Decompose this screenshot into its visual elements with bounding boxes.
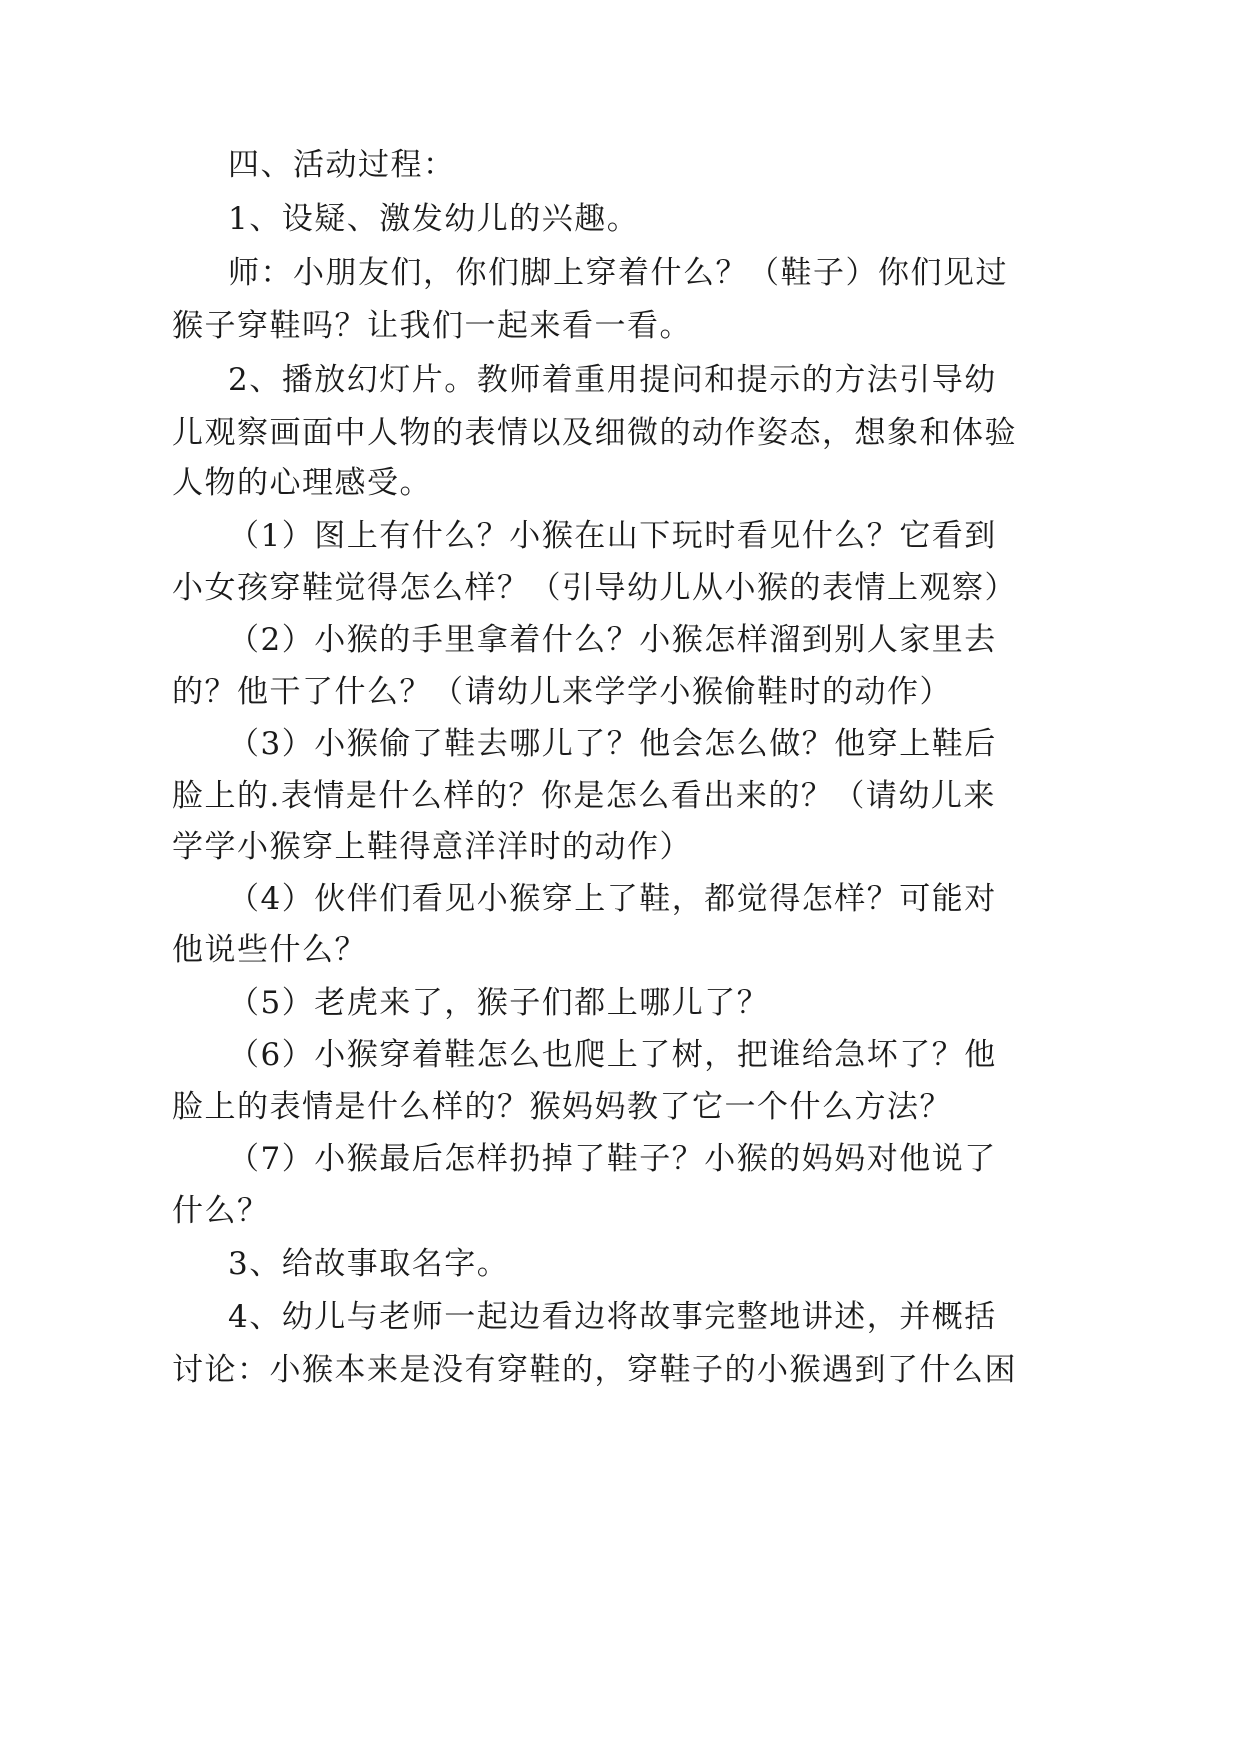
paragraph-line: 人物的心理感受。 [172, 465, 432, 501]
step-heading: 1、设疑、激发幼儿的兴趣。 [228, 201, 640, 237]
paragraph-line: 师：小朋友们，你们脚上穿着什么？（鞋子）你们见过 [228, 255, 1008, 291]
question-line: （6）小猴穿着鞋怎么也爬上了树，把谁给急坏了？他 [228, 1037, 997, 1073]
question-line: （5）老虎来了，猴子们都上哪儿了？ [228, 985, 770, 1021]
paragraph-line: 儿观察画面中人物的表情以及细微的动作姿态，想象和体验 [172, 415, 1017, 451]
paragraph-line: 什么？ [172, 1193, 270, 1229]
paragraph-line: 脸上的.表情是什么样的？你是怎么看出来的？（请幼儿来 [172, 778, 996, 814]
step-heading: 4、幼儿与老师一起边看边将故事完整地讲述，并概括 [228, 1299, 997, 1335]
step-heading: 2、播放幻灯片。教师着重用提问和提示的方法引导幼 [228, 362, 997, 398]
step-heading: 3、给故事取名字。 [228, 1246, 510, 1282]
paragraph-line: 小女孩穿鞋觉得怎么样？（引导幼儿从小猴的表情上观察） [172, 570, 1017, 606]
question-line: （1）图上有什么？小猴在山下玩时看见什么？它看到 [228, 518, 997, 554]
question-line: （7）小猴最后怎样扔掉了鞋子？小猴的妈妈对他说了 [228, 1141, 997, 1177]
paragraph-line: 的？他干了什么？（请幼儿来学学小猴偷鞋时的动作） [172, 674, 952, 710]
question-line: （3）小猴偷了鞋去哪儿了？他会怎么做？他穿上鞋后 [228, 726, 997, 762]
section-heading: 四、活动过程： [228, 147, 456, 183]
question-line: （2）小猴的手里拿着什么？小猴怎样溜到别人家里去 [228, 622, 997, 658]
question-line: （4）伙伴们看见小猴穿上了鞋，都觉得怎样？可能对 [228, 881, 997, 917]
paragraph-line: 讨论：小猴本来是没有穿鞋的，穿鞋子的小猴遇到了什么困 [172, 1352, 1017, 1388]
paragraph-line: 脸上的表情是什么样的？猴妈妈教了它一个什么方法？ [172, 1089, 952, 1125]
paragraph-line: 猴子穿鞋吗？让我们一起来看一看。 [172, 308, 692, 344]
paragraph-line: 学学小猴穿上鞋得意洋洋时的动作） [172, 829, 692, 865]
paragraph-line: 他说些什么？ [172, 932, 367, 968]
